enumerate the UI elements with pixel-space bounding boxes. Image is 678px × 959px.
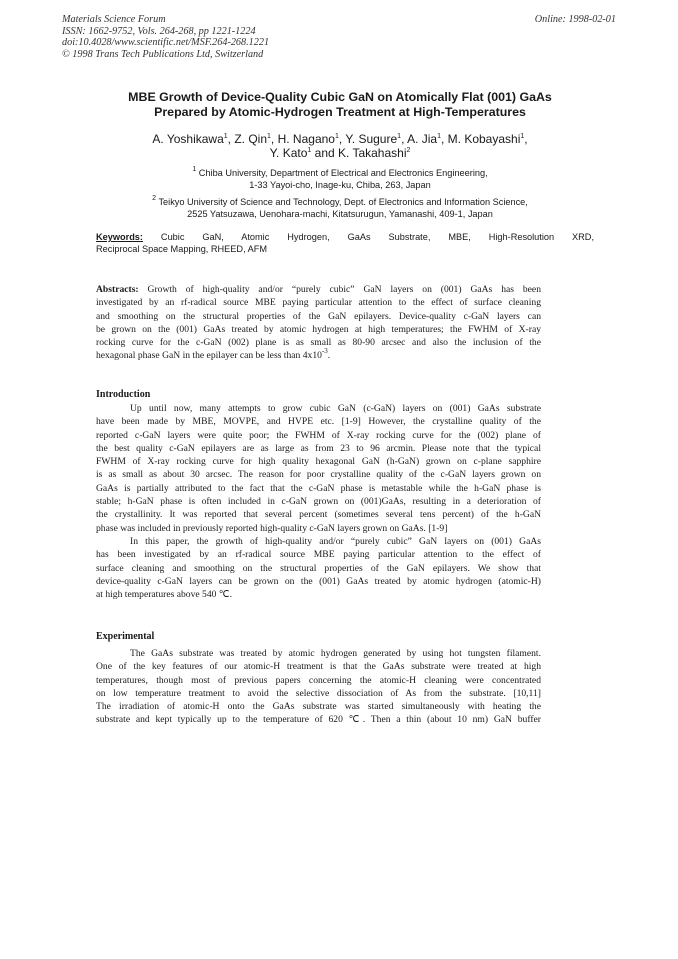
affil-number: 2 [152, 195, 157, 202]
affil-text: Teikyo University of Science and Technology, Dept. of Electronics and Information Science, [156, 197, 528, 207]
paragraph-line: the best quality c-GaN epilayers are as large as from 23 to 96 arcmin. Please note that the typical [96, 442, 541, 454]
author: , H. Nagano [270, 132, 335, 146]
introduction-body [96, 402, 541, 601]
author-affil-mark: 1 [397, 133, 402, 140]
journal-name: Materials Science Forum [62, 14, 166, 25]
abstract-label: Abstracts: [96, 284, 139, 295]
paragraph-line: at high temperatures above 540 ℃. [96, 589, 232, 601]
paragraph-line: The GaAs substrate was treated by atomic hydrogen generated by using hot tungsten filament. [130, 648, 541, 659]
author: and K. Takahashi [311, 146, 407, 160]
paragraph-line: substrate and kept typically up to the temperature of 620 ℃. Then a thin (about 10 nm) GaN buffer [96, 714, 541, 726]
author-affil-mark: 1 [223, 133, 228, 140]
copyright-line: © 1998 Trans Tech Publications Ltd, Switzerland [62, 48, 264, 60]
abstract-line: be grown on the (001) GaAs treated by atomic hydrogen at high temperatures; the FWHM of X-ray [96, 323, 541, 335]
author-affil-mark: 1 [520, 133, 525, 140]
author-affil-mark: 1 [334, 133, 339, 140]
author: , Z. Qin [227, 132, 268, 146]
paragraph-line: has been investigated by an rf-radical source MBE paying particular attention to the effect of [96, 549, 541, 561]
affil-number: 1 [192, 166, 197, 173]
doi-line: doi:10.4028/www.scientific.net/MSF.264-268.1221 [62, 37, 270, 49]
journal-header [62, 14, 616, 60]
paragraph-line: phase was included in previously reported high-quality c-GaN layers grown on GaAs. [1-9] [96, 522, 448, 534]
online-date: Online: 1998-02-01 [534, 14, 616, 25]
paragraph-line: is as small as about 30 arcsec. The reason for poor crystalline quality of the c-GaN layers grown on [96, 469, 541, 481]
affiliation-2 [70, 197, 610, 221]
abstract-line: investigated by an rf-radical source MBE paying particular attention to the effect of surface cleaning [96, 297, 541, 309]
author-affil-mark: 1 [437, 133, 441, 140]
paragraph-line: FWHM of X-ray rocking curve for high quality hexagonal GaN (h-GaN) grown on c-plane sapphire [96, 456, 541, 468]
author: A. Yoshikawa [152, 132, 224, 146]
introduction-heading: Introduction [96, 389, 151, 400]
paragraph-line: reported c-GaN layers were quite poor; the FWHM of X-ray rocking curve for the (002) plane of [96, 429, 541, 441]
paragraph-line: One of the key features of our atomic-H treatment is that the GaAs substrate were treated at high [96, 661, 541, 673]
paragraph-line: GaAs is partially attributed to the fact that the c-GaN phase is metastable while the h-GaN phase is [96, 482, 541, 494]
keywords-label: Keywords: [96, 232, 143, 242]
author-separator: , [524, 132, 528, 146]
experimental-body [96, 647, 541, 727]
issn-line: ISSN: 1662-9752, Vols. 264-268, pp 1221-1224 [62, 25, 256, 37]
author-row-2 [70, 146, 610, 160]
abstract-line: Growth of high-quality and/or “purely cubic” GaN layers on (001) GaAs has been [138, 284, 541, 295]
affil-address: 2525 Yatsuzawa, Uenohara-machi, Kitatsurugun, Yamanashi, 409-1, Japan [187, 208, 493, 219]
keywords-text: Cubic GaN, Atomic Hydrogen, GaAs Substrate, MBE, High-Resolution XRD, [142, 232, 594, 242]
author-row-1 [70, 132, 610, 146]
paragraph-line: have been made by MBE, MOVPE, and HVPE etc. [1-9] However, the crystalline quality of the [96, 416, 541, 428]
paper-title [70, 90, 610, 119]
paragraph-line: Up until now, many attempts to grow cubic GaN (c-GaN) layers on (001) GaAs substrate [130, 403, 541, 414]
abstract-line: rocking curve for the c-GaN (002) plane is as small as 80-90 arcsec and also the inclusion of the [96, 337, 541, 349]
author: , M. Kobayashi [441, 132, 521, 146]
exponent: -3 [321, 347, 328, 356]
affil-address: 1-33 Yayoi-cho, Inage-ku, Chiba, 263, Japan [249, 179, 431, 190]
author-affil-mark: 1 [267, 133, 271, 140]
author: , A. Jia [401, 132, 438, 146]
keywords-text-2: Reciprocal Space Mapping, RHEED, AFM [96, 243, 268, 254]
abstract-line: hexagonal phase GaN in the epilayer can be less than 4x10 [96, 350, 322, 362]
abstract-line: and smoothing on the structural properties of the GaN epilayers. Device-quality c-GaN layers can [96, 310, 541, 322]
affil-text: Chiba University, Department of Electrical and Electronics Engineering, [196, 168, 488, 178]
paragraph-line: temperatures, though most of previous papers concerning the atomic-H cleaning were concentrated [96, 674, 541, 686]
keywords-block [96, 232, 594, 256]
experimental-heading: Experimental [96, 631, 155, 642]
author: Y. Kato [269, 146, 308, 160]
abstract [96, 283, 541, 363]
paragraph-line: stable; h-GaN phase is often included in c-GaN grown on (001)GaAs, resulting in a deterioration of [96, 496, 541, 508]
affiliation-1 [70, 168, 610, 192]
author-affil-mark: 1 [307, 147, 312, 154]
period: . [327, 350, 331, 362]
author: , Y. Sugure [338, 132, 398, 146]
title-line-2: Prepared by Atomic-Hydrogen Treatment at High-Temperatures [154, 104, 526, 119]
paragraph-line: on low temperature treatment to avoid the selective dissociation of As from the substrate. [10,11] [96, 687, 541, 699]
author-affil-mark: 2 [406, 147, 411, 154]
paragraph-line: The irradiation of atomic-H onto the GaAs substrate was started simultaneously with heating the [96, 701, 541, 713]
paragraph-line: the crystallinity. It was reported that several percent (sometimes several tens percent) of the h-GaN [96, 509, 541, 521]
paragraph-line: surface cleaning and smoothing on the structural properties of the GaN epilayers. We show that [96, 562, 541, 574]
paragraph-line: device-quality c-GaN layers can be grown on the (001) GaAs treated by atomic hydrogen (atomic-H) [96, 575, 541, 587]
paragraph-line: In this paper, the growth of high-quality and/or “purely cubic” GaN layers on (001) GaAs [130, 535, 541, 547]
title-line-1: MBE Growth of Device-Quality Cubic GaN on Atomically Flat (001) GaAs [128, 90, 552, 104]
author-list [70, 132, 610, 160]
